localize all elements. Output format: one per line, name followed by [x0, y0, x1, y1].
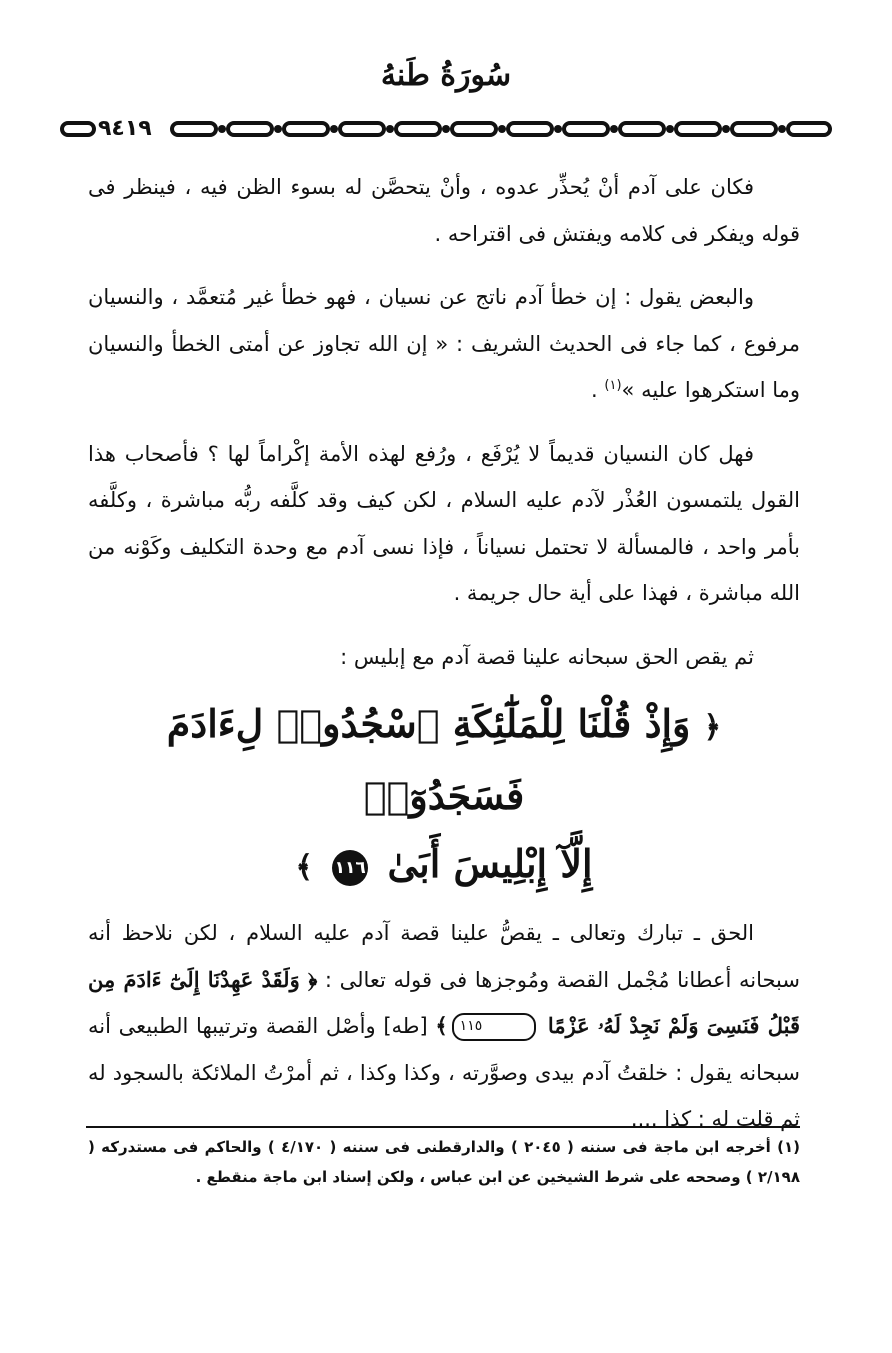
- paragraph-5-intro: الحق ـ تبارك وتعالى ـ يقصُّ علينا قصة آدم عليه السلام ، لكن نلاحظ أنه سبحانه أعطانا مُجْمل القصة ومُوجزها فى قوله تعالى :: [88, 921, 800, 992]
- footnote-divider: [86, 1126, 800, 1128]
- verse-line-1: [88, 690, 800, 830]
- paragraph-2-text: والبعض يقول : إن خطأ آدم ناتج عن نسيان ، فهو خطأ غير مُتعمَّد ، والنسيان مرفوع ، كما جاء فى الحديث الشريف : « إن الله تجاوز عن أمتى الخطأ والنسيان وما استكرهوا عليه »: [88, 285, 800, 402]
- verse-close-bracket: ﴾: [295, 850, 313, 885]
- paragraph-1: فكان على آدم أنْ يُحذِّر عدوه ، وأنْ يتحصَّن له بسوء الظن فيه ، فينظر فى قوله ويفكر فى كلامه ويفتش فى اقتراحه .: [88, 175, 800, 246]
- verse-number-marker: ١١٦: [332, 850, 368, 886]
- footnote: (١) أخرجه ابن ماجة فى سننه ( ٢٠٤٥ ) والدارقطنى فى سننه ( ٤/١٧٠ ) والحاكم فى مستدركه ( ٢/١٩٨ ) وصححه على شرط الشيخين عن ابن عباس ، ولكن إسناد ابن ماجة منقطع .: [88, 1138, 800, 1186]
- verse-line-1-text: وَإِذْ قُلْنَا لِلْمَلَٰٓئِكَةِ ٱسْجُدُوا۟ لِءَادَمَ فَسَجَدُوٓا۟: [166, 701, 691, 818]
- inline-verse-close: ﴾: [435, 1013, 448, 1038]
- header-ornament-left: [60, 121, 96, 137]
- paragraph-5: [88, 910, 800, 1143]
- header-ornament-chain: [170, 121, 832, 137]
- main-text: [88, 164, 800, 1143]
- inline-verse: ﴿ وَلَقَدْ عَهِدْنَا إِلَىٰٓ ءَادَمَ مِن قَبْلُ فَنَسِىَ وَلَمْ نَجِدْ لَهُۥ عَزْمًا: [88, 966, 800, 1038]
- paragraph-4: ثم يقص الحق سبحانه علينا قصة آدم مع إبليس :: [340, 644, 754, 669]
- paragraph-2: [88, 274, 800, 414]
- paragraph-2-end: .: [591, 378, 605, 402]
- surah-title: سُورَةُ طَنهُ: [380, 58, 512, 93]
- page-number: ٩٤١٩: [98, 116, 152, 141]
- verse-line-2-text: إِلَّآ إِبْلِيسَ أَبَىٰ: [387, 841, 593, 886]
- inline-verse-number: ١١٥: [452, 1013, 537, 1041]
- inline-verse-source: [طه]: [383, 1014, 428, 1038]
- verse-open-bracket: ﴿: [703, 710, 722, 745]
- footnote-reference: (١): [604, 378, 622, 393]
- quran-verse: [88, 690, 800, 902]
- paragraph-3: فهل كان النسيان قديماً لا يُرْفَع ، ورُفع لهذه الأمة إكْراماً لها ؟ فأصحاب هذا القول يلتمسون العُذْر لآدم عليه السلام ، لكن كيف وقد كلَّفه ربُّه مباشرة ، وكلَّفه بأمر واحد ، فالمسألة لا تحتمل نسياناً ، فإذا نسى آدم مع وحدة التكليف وكَوْنه من الله مباشرة ، فهذا على أية حال جريمة .: [88, 441, 800, 605]
- verse-line-2: [88, 830, 800, 902]
- paragraph-5-rest: وأصْل القصة وترتيبها الطبيعى أنه سبحانه يقول : خلقتُ آدم بيدى وصوَّرته ، وكذا وكذا ، ثم أمرْتُ الملائكة بالسجود له ثم قلت له : كذا ....: [88, 1014, 800, 1131]
